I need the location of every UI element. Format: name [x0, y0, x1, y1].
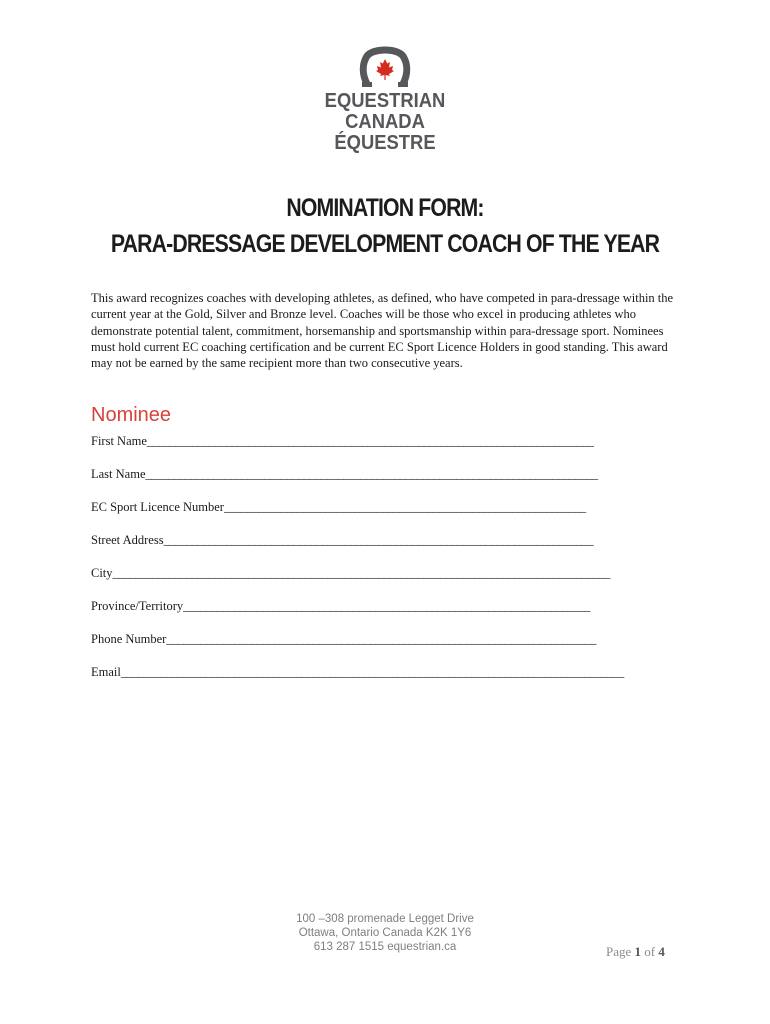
footer-address: [200, 912, 570, 954]
field-line[interactable]: _________________________________________________________________________________________: [120, 665, 624, 679]
page-total: 4: [658, 944, 665, 959]
field-line[interactable]: ________________________________________________________________________________________: [112, 566, 610, 580]
province-territory-field[interactable]: [91, 598, 683, 631]
field-line[interactable]: ________________________________________________________________________: [183, 599, 590, 613]
page-of: of: [641, 944, 659, 959]
address-line: Ottawa, Ontario Canada K2K 1Y6: [298, 927, 472, 939]
field-label: Province/Territory: [91, 599, 184, 613]
page-number: [606, 944, 665, 960]
page-prefix: Page: [606, 944, 635, 959]
field-label: Phone Number: [91, 632, 167, 646]
nominee-heading: Nominee: [91, 404, 172, 426]
brand-line: CANADA: [345, 111, 425, 133]
nominee-fields: [91, 433, 683, 697]
field-label: Email: [91, 665, 121, 679]
field-label: EC Sport Licence Number: [91, 500, 224, 514]
city-field[interactable]: [91, 565, 683, 598]
brand-line: EQUESTRIAN: [324, 90, 446, 112]
phone-number-field[interactable]: [91, 631, 683, 664]
address-line: 100 –308 promenade Legget Drive: [296, 913, 474, 925]
field-line[interactable]: ____________________________________________________________________________: [166, 632, 596, 646]
page-current: 1: [634, 944, 642, 959]
intro-paragraph: This award recognizes coaches with developing athletes, as defined, who have competed in para-dressage within the current year at the Gold, Silver and Bronze level. Coaches will be those who excel in producing athletes who demonstrate potential talent, commitment, horsemanship and sportsmanship within para-dressage sport. Nominees must hold current EC coaching certification and be current EC Sport Licence Holders in good standing. This award may not be earned by the same recipient more than two consecutive years.: [91, 291, 674, 371]
field-label: First Name: [91, 434, 147, 448]
field-line[interactable]: ____________________________________________________________________________: [163, 533, 593, 547]
field-line[interactable]: ________________________________________________________________: [223, 500, 586, 514]
street-address-field[interactable]: [91, 532, 683, 565]
field-line[interactable]: _______________________________________________________________________________: [146, 434, 594, 448]
field-label: Last Name: [91, 467, 146, 481]
title-line-1: NOMINATION FORM:: [286, 194, 484, 222]
last-name-field[interactable]: [91, 466, 683, 499]
licence-number-field[interactable]: [91, 499, 683, 532]
title-line-2: PARA-DRESSAGE DEVELOPMENT COACH OF THE YEAR: [110, 230, 660, 258]
field-label: City: [91, 566, 113, 580]
horseshoe-logo-icon: [357, 44, 413, 88]
address-line: 613 287 1515 equestrian.ca: [313, 941, 457, 953]
page-title: [0, 190, 770, 262]
field-label: Street Address: [91, 533, 164, 547]
brand-line: ÉQUESTRE: [334, 132, 436, 154]
equestrian-canada-logo: [0, 44, 770, 154]
field-line[interactable]: ________________________________________________________________________________: [145, 467, 598, 481]
maple-leaf-icon: [376, 59, 394, 80]
email-field[interactable]: [91, 664, 683, 697]
first-name-field[interactable]: [91, 433, 683, 466]
